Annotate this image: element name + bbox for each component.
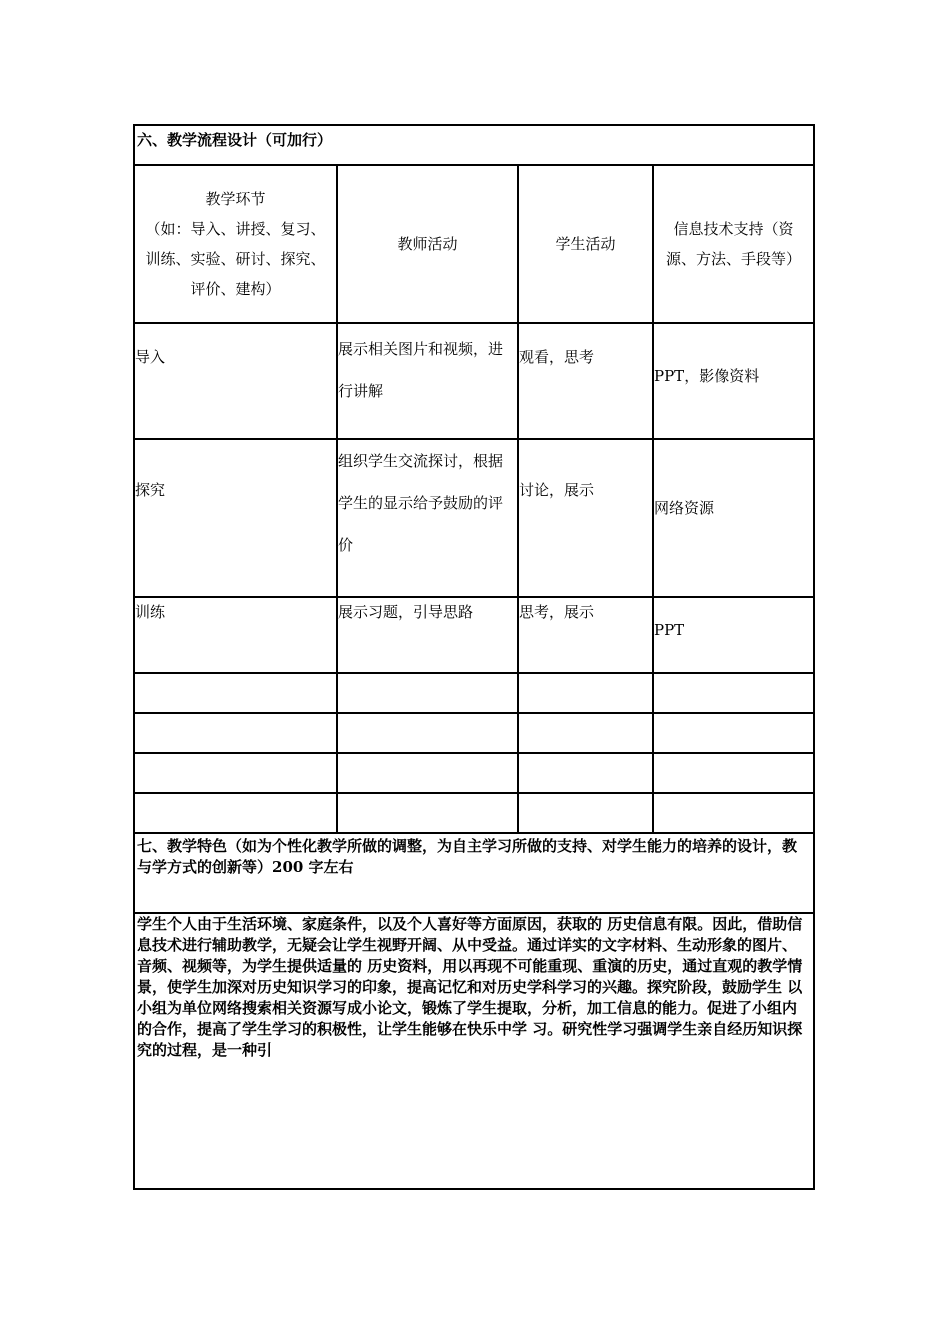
stage-cell: 导入 <box>134 323 337 439</box>
table-row <box>134 597 814 673</box>
header-stage-line: 评价、建构） <box>190 280 281 298</box>
stage-cell: 探究 <box>134 439 337 597</box>
teacher-cell: 组织学生交流探讨，根据学生的显示给予鼓励的评价 <box>337 439 518 597</box>
section7-body: 学生个人由于生活环境、家庭条件，以及个人喜好等方面原因，获取的 历史信息有限。因此，借助信息技术进行辅助教学，无疑会让学生视野开阔、从中受益。通过详实的文字材料、生动形象的图片、音频、视频等，为学生提供适量的 历史资料，用以再现不可能重现、重演的历史，通过直观的教学情景，使学生加深对历史知识学习的印象，提高记忆和对历史学科学习的兴趣。探究阶段，鼓励学生 以小组为单位网络搜索相关资源写成小论文，锻炼了学生提取，分析，加工信息的能力。促进了小组内的合作，提高了学生学习的积极性，让学生能够在快乐中学 习。研究性学习强调学生亲自经历知识探究的过程，是一种引 <box>134 913 814 1189</box>
student-cell: 观看，思考 <box>518 323 653 439</box>
section6-title: 六、教学流程设计（可加行） <box>134 125 814 165</box>
header-stage-line: （如：导入、讲授、复习、 <box>145 220 326 238</box>
student-cell: 思考，展示 <box>518 597 653 673</box>
header-teacher: 教师活动 <box>337 165 518 323</box>
header-stage-line: 教学环节 <box>205 190 266 208</box>
header-student: 学生活动 <box>518 165 653 323</box>
empty-row <box>134 713 814 753</box>
empty-row <box>134 753 814 793</box>
teacher-cell: 展示相关图片和视频，进行讲解 <box>337 323 518 439</box>
section7-title: 七、教学特色（如为个性化教学所做的调整，为自主学习所做的支持、对学生能力的培养的设计，教与学方式的创新等）200 字左右 <box>134 833 814 913</box>
student-cell: 讨论，展示 <box>518 439 653 597</box>
tech-cell: PPT，影像资料 <box>653 323 814 439</box>
teaching-design-table <box>133 124 815 1190</box>
header-tech: 信息技术支持（资 源、方法、手段等） <box>653 165 814 323</box>
table-header-row <box>134 165 814 323</box>
header-stage-line: 训练、实验、研讨、探究、 <box>145 250 326 268</box>
teacher-cell: 展示习题，引导思路 <box>337 597 518 673</box>
table-row <box>134 323 814 439</box>
table-row <box>134 439 814 597</box>
tech-cell: 网络资源 <box>653 439 814 597</box>
empty-row <box>134 793 814 833</box>
stage-cell: 训练 <box>134 597 337 673</box>
header-stage <box>134 165 337 323</box>
tech-cell: PPT <box>653 597 814 673</box>
empty-row <box>134 673 814 713</box>
